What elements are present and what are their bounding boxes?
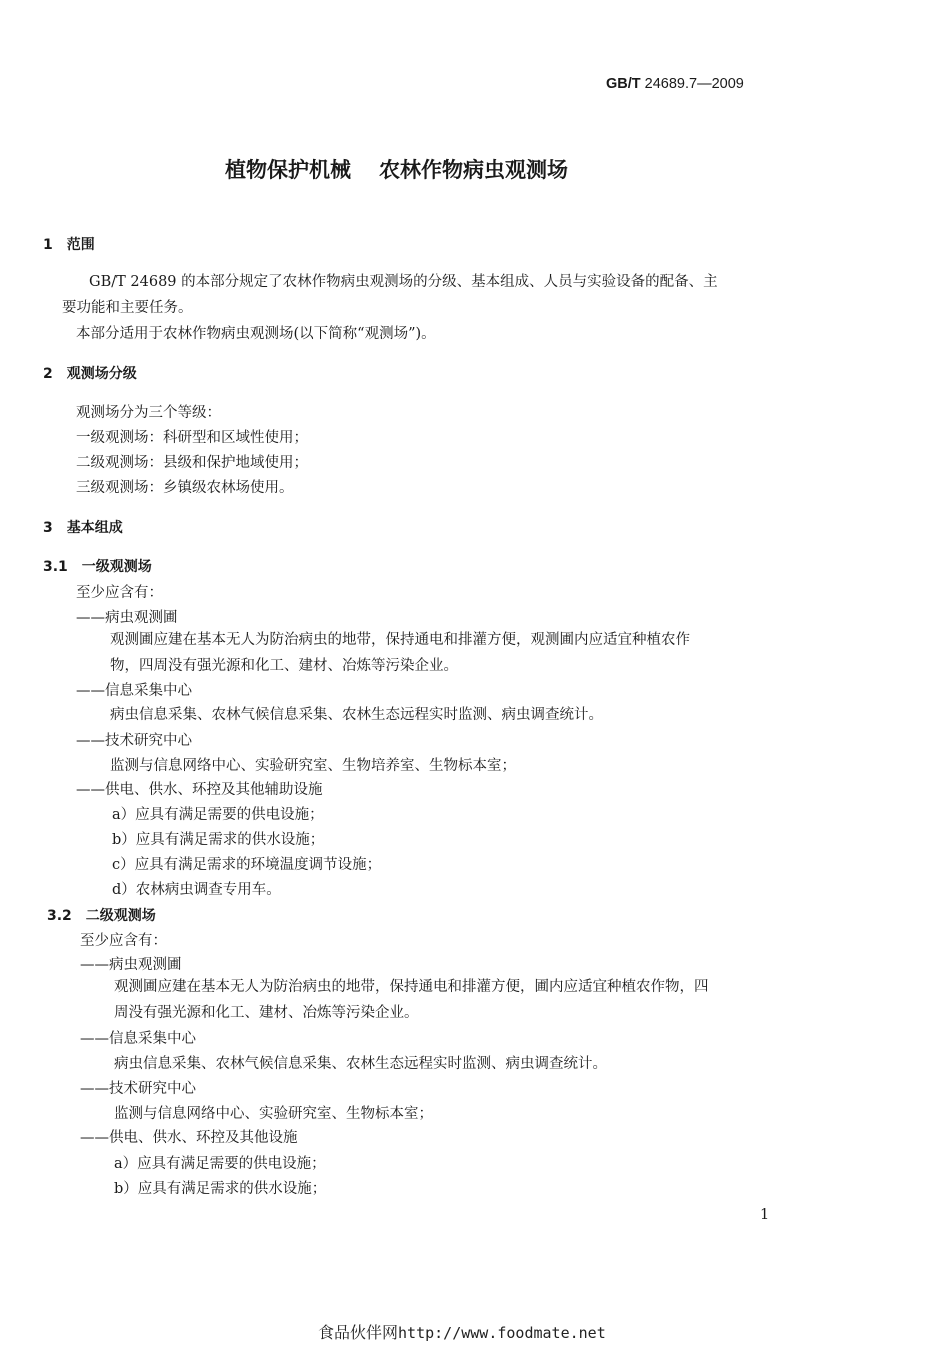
subsection-3-1-list-item: d）农林病虫调查专用车。 [112,882,281,898]
section-2-intro: 观测场分为三个等级： [76,405,221,421]
footer-site-name: 食品伙伴网 [318,1323,399,1342]
subsection-3-2-heading: 3.2 二级观测场 [47,908,156,924]
subsection-3-1-item: ——信息采集中心 [76,683,192,699]
subsection-3-1-list-item: c）应具有满足需求的环境温度调节设施； [112,857,382,873]
subsection-3-2-list-item: b）应具有满足需求的供水设施； [114,1181,327,1197]
subsection-3-1-item: ——技术研究中心 [76,733,192,749]
subsection-3-2-text: 周没有强光源和化工、建材、冶炼等污染企业。 [114,1005,419,1021]
subsection-3-2-text: 病虫信息采集、农林气候信息采集、农林生态远程实时监测、病虫调查统计。 [114,1056,607,1072]
subsection-3-2-text: 监测与信息网络中心、实验研究室、生物标本室； [114,1106,433,1122]
subsection-3-1-list-item: b）应具有满足需求的供水设施； [112,832,325,848]
subsection-3-1-heading: 3.1 一级观测场 [43,559,152,575]
section-1-heading: 1 范围 [43,237,95,253]
page-title [225,160,568,181]
title-part2: 农林作物病虫观测场 [379,158,568,182]
subsection-3-1-intro: 至少应含有： [76,585,163,601]
subsection-3-1-item: ——供电、供水、环控及其他辅助设施 [76,782,323,798]
section-1-p1-line2: 要功能和主要任务。 [62,300,193,316]
subsection-3-1-text: 病虫信息采集、农林气候信息采集、农林生态远程实时监测、病虫调查统计。 [110,707,603,723]
section-2-heading: 2 观测场分级 [43,366,137,382]
subsection-3-2-item: ——供电、供水、环控及其他设施 [80,1130,298,1146]
section-1-p2: 本部分适用于农林作物病虫观测场(以下简称“观测场”)。 [76,326,436,342]
subsection-3-1-text: 物，四周没有强光源和化工、建材、冶炼等污染企业。 [110,658,458,674]
subsection-3-1-item: ——病虫观测圃 [76,610,178,626]
footer-watermark [318,1325,606,1341]
subsection-3-2-item: ——信息采集中心 [80,1031,196,1047]
subsection-3-1-text: 观测圃应建在基本无人为防治病虫的地带，保持通电和排灌方便，观测圃内应适宜种植农作 [110,632,690,648]
subsection-3-2-text: 观测圃应建在基本无人为防治病虫的地带，保持通电和排灌方便，圃内应适宜种植农作物，四 [114,979,709,995]
footer-site-url[interactable]: http://www.foodmate.net [398,1324,606,1342]
section-3-heading: 3 基本组成 [43,520,123,536]
title-part1: 植物保护机械 [225,158,351,182]
subsection-3-1-list-item: a）应具有满足需要的供电设施； [112,807,324,823]
standard-number: 24689.7—2009 [644,76,744,92]
section-2-item: 三级观测场：乡镇级农林场使用。 [76,480,294,496]
subsection-3-2-intro: 至少应含有： [80,933,167,949]
subsection-3-1-text: 监测与信息网络中心、实验研究室、生物培养室、生物标本室； [110,758,516,774]
standard-code [606,77,744,92]
section-2-item: 一级观测场：科研型和区域性使用； [76,430,308,446]
subsection-3-2-item: ——病虫观测圃 [80,957,182,973]
subsection-3-2-list-item: a）应具有满足需要的供电设施； [114,1156,326,1172]
standard-prefix: GB/T [606,76,641,92]
subsection-3-2-item: ——技术研究中心 [80,1081,196,1097]
page-number: 1 [760,1207,770,1223]
section-1-p1-line1: GB/T 24689 的本部分规定了农林作物病虫观测场的分级、基本组成、人员与实验设备的配备、主 [89,274,718,290]
section-2-item: 二级观测场：县级和保护地域使用； [76,455,308,471]
